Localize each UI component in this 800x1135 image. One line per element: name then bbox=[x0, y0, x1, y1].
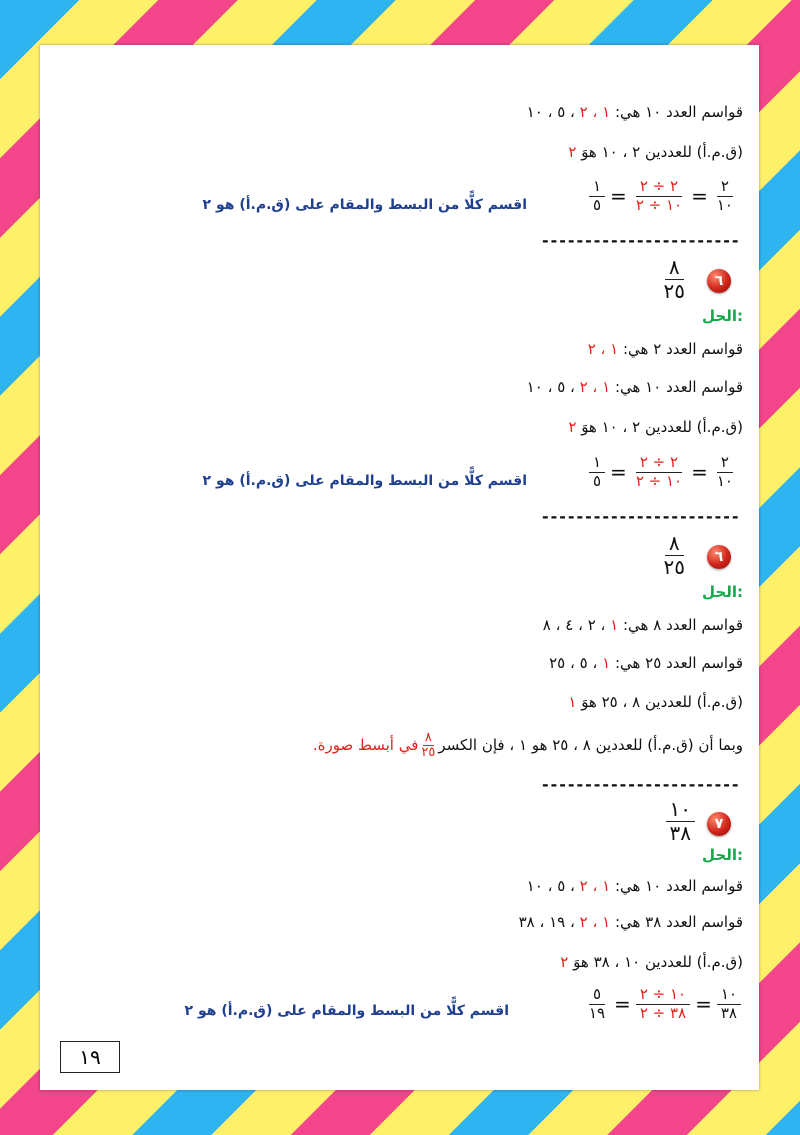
fraction-result: $\frac{١}{٥}$ bbox=[589, 179, 605, 214]
problem-number-badge: ٧ bbox=[707, 812, 731, 836]
simplify-note: اقسم كلًّا من البسط والمقام على (ق.م.أ) هو ٢ bbox=[202, 197, 527, 213]
worksheet-page bbox=[40, 45, 759, 1090]
conclusion-line: وبما أن (ق.م.أ) للعددين ٨ ، ٢٥ هو ١ ، فإن الكسر $\frac{٨}{٢٥}$ في أبسط صورة. bbox=[312, 730, 743, 760]
factors-of-38-line: قواسم العدد ٣٨ هي: ١ ، ٢ ، ١٩ ، ٣٨ bbox=[518, 913, 743, 931]
solution-label: الحل: bbox=[702, 846, 743, 864]
simplification-equation: $\frac{٥}{١٩}$ = $\frac{١٠ \div ٢}{٣٨ \div ٢}$ = $\frac{١٠}{٣٨}$ bbox=[585, 987, 741, 1022]
divider: ----------------------- bbox=[540, 231, 739, 250]
simplify-note: اقسم كلًّا من البسط والمقام على (ق.م.أ) هو ٢ bbox=[202, 473, 527, 489]
gcf-line: (ق.م.أ) للعددين ٨ ، ٢٥ هوَ ١ bbox=[568, 693, 743, 711]
factors-of-2-line: قواسم العدد ٢ هي: ١ ، ٢ bbox=[587, 340, 743, 358]
problem-fraction: $\frac{١٠}{٣٨}$ bbox=[666, 799, 695, 844]
divider: ----------------------- bbox=[540, 775, 739, 794]
factors-of-10-line: قواسم العدد ١٠ هي: ١ ، ٢ ، ٥ ، ١٠ bbox=[526, 378, 743, 396]
simplification-equation: $\frac{١}{٥}$ = $\frac{٢ \div ٢}{١٠ \div ٢}$ = $\frac{٢}{١٠}$ bbox=[589, 455, 737, 490]
problem-fraction: $\frac{٨}{٢٥}$ bbox=[663, 255, 685, 303]
fraction-division: $\frac{٢ \div ٢}{١٠ \div ٢}$ bbox=[635, 177, 683, 214]
simplification-equation: $\frac{١}{٥}$ = $\frac{٢ \div ٢}{١٠ \div ٢}$ = $\frac{٢}{١٠}$ bbox=[589, 179, 737, 214]
gcf-line: (ق.م.أ) للعددين ٢ ، ١٠ هوَ ٢ bbox=[568, 418, 743, 436]
gcf-line: (ق.م.أ) للعددين ١٠ ، ٣٨ هوَ ٢ bbox=[560, 953, 743, 971]
factors-of-10-line: قواسم العدد ١٠ هي: ١ ، ٢ ، ٥ ، ١٠ bbox=[526, 103, 743, 121]
gcf-line: (ق.م.أ) للعددين ٢ ، ١٠ هوَ ٢ bbox=[568, 143, 743, 161]
problem-fraction: $\frac{٨}{٢٥}$ bbox=[663, 531, 685, 579]
solution-label: الحل: bbox=[702, 307, 743, 325]
factors-of-25-line: قواسم العدد ٢٥ هي: ١ ، ٥ ، ٢٥ bbox=[549, 654, 743, 672]
solution-label: الحل: bbox=[702, 583, 743, 601]
problem-number-badge: ٦ bbox=[707, 545, 731, 569]
factors-of-8-line: قواسم العدد ٨ هي: ١ ، ٢ ، ٤ ، ٨ bbox=[542, 616, 743, 634]
divider: ----------------------- bbox=[540, 507, 739, 526]
page-number: ١٩ bbox=[60, 1041, 120, 1073]
factors-of-10-line: قواسم العدد ١٠ هي: ١ ، ٢ ، ٥ ، ١٠ bbox=[526, 877, 743, 895]
conclusion-fraction: $\frac{٨}{٢٥}$ bbox=[421, 730, 436, 760]
problem-number-badge: ٦ bbox=[707, 269, 731, 293]
fraction-original: $\frac{٢}{١٠}$ bbox=[716, 177, 733, 214]
simplify-note: اقسم كلًّا من البسط والمقام على (ق.م.أ) هو ٢ bbox=[184, 1003, 509, 1019]
